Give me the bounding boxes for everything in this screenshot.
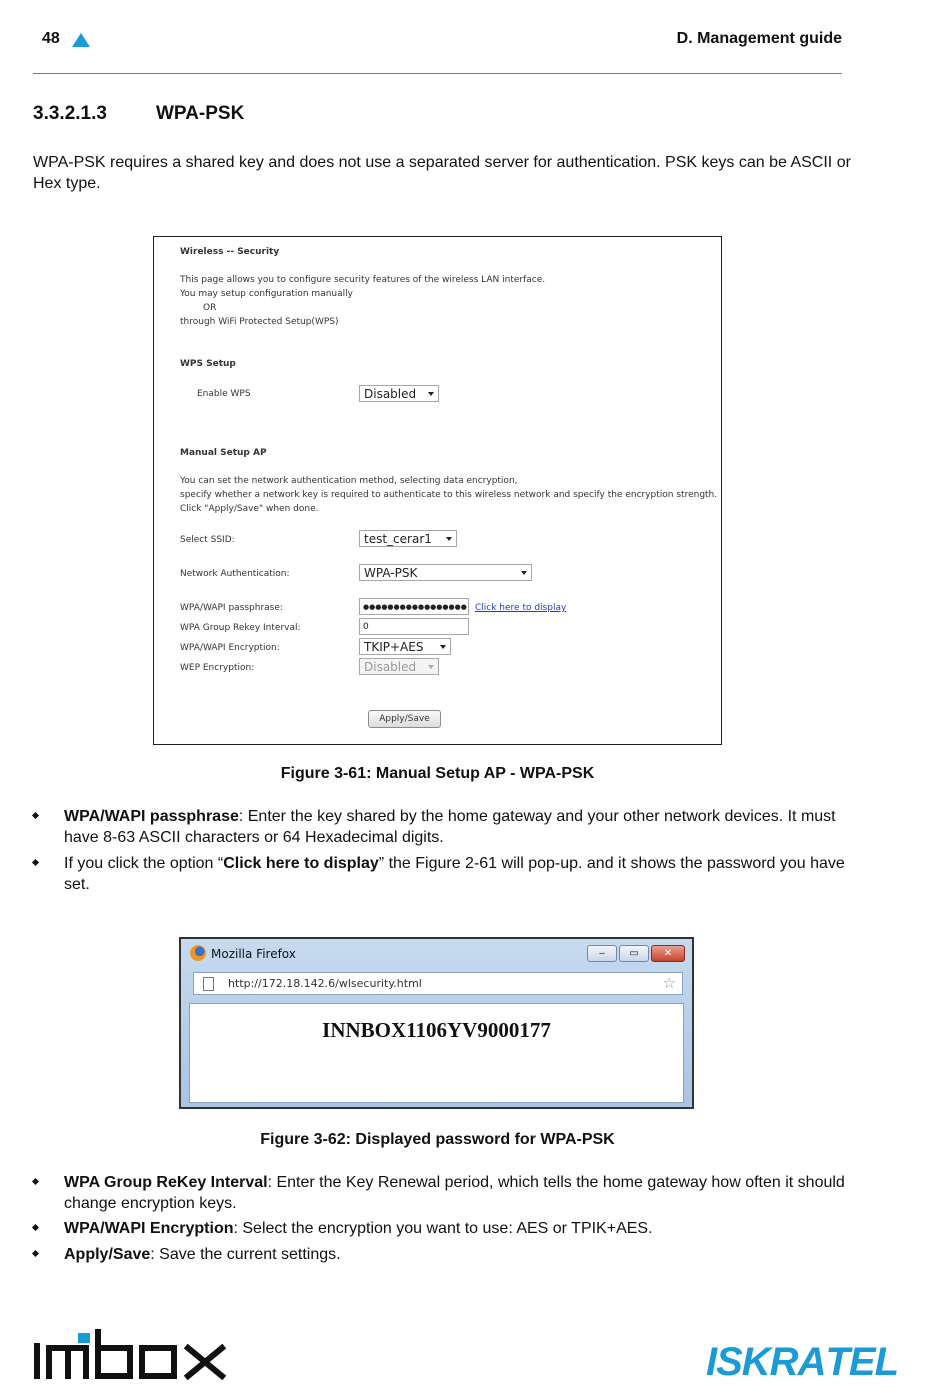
section-heading — [33, 103, 244, 125]
manual-setup-heading: Manual Setup AP — [180, 448, 267, 458]
wep-encryption-select[interactable] — [359, 658, 439, 675]
innbox-logo — [32, 1328, 228, 1380]
apply-save-button[interactable]: Apply/Save — [368, 710, 441, 728]
list-item — [33, 1172, 853, 1214]
bullet-term: Click here to display — [223, 855, 379, 872]
chevron-down-icon — [428, 392, 434, 396]
section-title: WPA-PSK — [156, 103, 245, 124]
wps-heading: WPS Setup — [180, 359, 236, 369]
passphrase-label: WPA/WAPI passphrase: — [180, 603, 283, 613]
page-content — [189, 1003, 684, 1103]
address-bar[interactable] — [193, 972, 683, 995]
bullet-diamond-icon — [32, 812, 39, 819]
section-number: 3.3.2.1.3 — [33, 103, 107, 124]
passphrase-input[interactable]: ●●●●●●●●●●●●●●●●● — [359, 598, 469, 615]
page-title: Wireless -- Security — [180, 247, 280, 257]
encryption-label: WPA/WAPI Encryption: — [180, 643, 280, 653]
header-section-title: D. Management guide — [676, 30, 842, 47]
ssid-label: Select SSID: — [180, 535, 235, 545]
click-here-to-display-link[interactable]: Click here to display — [475, 603, 567, 613]
chevron-down-icon — [440, 645, 446, 649]
desc-line: You may setup configuration manually — [180, 289, 353, 299]
window-controls — [585, 945, 685, 963]
rekey-interval-input[interactable]: 0 — [359, 618, 469, 635]
chevron-down-icon — [428, 665, 434, 669]
url-text: http://172.18.142.6/wlsecurity.html — [228, 977, 422, 990]
bullet-term: WPA/WAPI Encryption — [64, 1220, 234, 1237]
auth-label: Network Authentication: — [180, 569, 290, 579]
maximize-button[interactable] — [619, 945, 649, 962]
bullet-term: WPA Group ReKey Interval — [64, 1174, 268, 1191]
encryption-value: TKIP+AES — [364, 640, 424, 654]
minimize-icon: ‒ — [598, 948, 606, 959]
intro-paragraph: WPA-PSK requires a shared key and does not use a separated server for authentication. PSK keys can be ASCII or Hex type. — [33, 154, 851, 192]
iskratel-logo-a: ISKRA — [706, 1340, 826, 1384]
displayed-password: INNBOX1106YV9000177 — [322, 1018, 551, 1042]
iskratel-logo-b: TEL — [825, 1340, 898, 1384]
bullet-diamond-icon — [32, 1178, 39, 1185]
bullet-text: : Enter the Key Renewal period, which tells the home gateway how often it should change encryption keys. — [64, 1174, 845, 1212]
manual-desc-line: specify whether a network key is required to authenticate to this wireless network and specify the encryption strength. — [180, 490, 718, 500]
list-item — [33, 1218, 853, 1239]
bullet-text: : Select the encryption you want to use: AES or TPIK+AES. — [233, 1220, 653, 1237]
manual-desc-line: You can set the network authentication method, selecting data encryption, — [180, 476, 518, 486]
figure2-caption: Figure 3-62: Displayed password for WPA-PSK — [260, 1131, 615, 1148]
bullet-term: Apply/Save — [64, 1246, 151, 1263]
bullet-diamond-icon — [32, 859, 39, 866]
manual-desc-line: Click "Apply/Save" when done. — [180, 504, 319, 514]
enable-wps-select[interactable] — [359, 385, 439, 402]
enable-wps-value: Disabled — [364, 387, 417, 401]
list-item — [33, 806, 853, 848]
figure-firefox-password-window — [179, 937, 694, 1109]
close-icon: ✕ — [663, 948, 673, 959]
bullet-diamond-icon — [32, 1250, 39, 1257]
wep-label: WEP Encryption: — [180, 663, 255, 673]
desc-line: OR — [203, 303, 217, 313]
iskratel-logo — [706, 1340, 898, 1385]
bullet-diamond-icon — [32, 1224, 39, 1231]
chevron-down-icon — [446, 537, 452, 541]
triangle-up-icon — [72, 33, 90, 47]
bullet-text: : Save the current settings. — [150, 1246, 341, 1263]
enable-wps-label: Enable WPS — [197, 389, 251, 399]
minimize-button[interactable] — [587, 945, 617, 962]
bullet-text: : Enter the key shared by the home gateway and your other network devices. It must have 8-63 ASCII characters or 64 Hexadecimal digits. — [64, 808, 836, 846]
figure1-caption: Figure 3-61: Manual Setup AP - WPA-PSK — [280, 765, 595, 782]
page-icon — [203, 977, 214, 991]
chevron-down-icon — [521, 571, 527, 575]
network-auth-select[interactable] — [359, 564, 532, 581]
desc-line: This page allows you to configure security features of the wireless LAN interface. — [180, 275, 546, 285]
close-button[interactable] — [651, 945, 685, 962]
network-auth-value: WPA-PSK — [364, 566, 418, 580]
firefox-logo-icon — [190, 945, 206, 961]
window-title: Mozilla Firefox — [211, 947, 296, 961]
bullet-pre: If you click the option “ — [64, 855, 224, 872]
list-item — [33, 853, 853, 895]
ssid-value: test_cerar1 — [364, 532, 432, 546]
header-divider — [33, 73, 842, 74]
bullet-term: WPA/WAPI passphrase — [64, 808, 239, 825]
desc-line: through WiFi Protected Setup(WPS) — [180, 317, 339, 327]
list-item — [33, 1244, 853, 1265]
bullet-text: ” the Figure 2-61 will pop-up. and it shows the password you have set. — [64, 855, 845, 893]
figure-wireless-security-screenshot — [153, 236, 722, 745]
bookmark-star-icon[interactable]: ☆ — [662, 975, 676, 992]
rekey-label: WPA Group Rekey Interval: — [180, 623, 301, 633]
page-number: 48 — [42, 30, 60, 47]
ssid-select[interactable] — [359, 530, 457, 547]
wep-encryption-value: Disabled — [364, 660, 417, 674]
maximize-icon: ▭ — [629, 948, 639, 959]
encryption-select[interactable] — [359, 638, 451, 655]
